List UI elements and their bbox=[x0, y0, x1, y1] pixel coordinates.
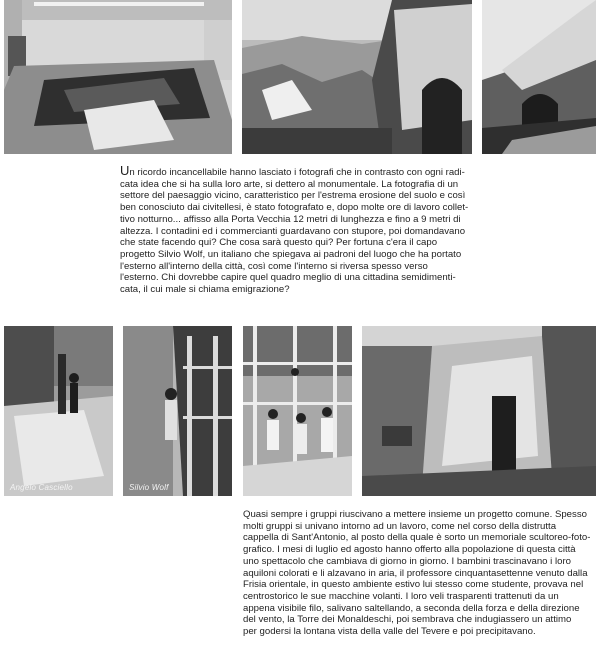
photo-scaffolding-group bbox=[243, 326, 352, 496]
dropcap-letter: U bbox=[120, 163, 130, 178]
photo-city-gate-installation bbox=[482, 0, 596, 154]
paragraph-1-text: n ricordo incancellabile hanno lasciato i fotografi che in contrasto con ogni radi- cata idea che si ha sulla loro arte, si dettero al monumentale. La fotografia di un settore del paesaggio vicino, caratteristico per l'estrema erosione del suolo e così ben conosciuto dai civitellesi, è stato fotografato e, dopo molte ore di lavoro collet- tivo notturno... affisso alla Porta Vecchia 12 metri di lunghezza e fino a 9 metri di altezza. I contadini ed i commercianti guardavano con stupore, poi domandavano che state facendo qui? Che cosa sarà questo qui? Per fortuna c'era il capo progetto Silvio Wolf, un italiano che spiegava ai padroni del luogo che ha portato l'esterno all'interno della città, così come l'interno si riversa spesso verso l'esterno. Chi dovrebbe capire quel quadro meglio di una cittadina semidimenti- cata, il cui male si chiama emigrazione? bbox=[120, 167, 469, 296]
photo-eroded-landscape bbox=[242, 0, 472, 154]
photo-gallery-floor-installation bbox=[4, 0, 232, 154]
paragraph-2-text: Quasi sempre i gruppi riuscivano a mettere insieme un progetto comune. Spesso molti gruppi si univano intorno ad un lavoro, come nel corso della distrutta cappella di Sant'Antonio, al posto della quale è sorto un memoriale scultoreo-foto- grafico. I mesi di luglio ed agosto hanno offerto alla popolazione di questa città uno spettacolo che cambiava di giorno in giorno. I bambini trascinavano i loro aquiloni colorati e li alzavano in aria, il professore cinquantasettenne venuto dalla Frisia orientale, in questo ambiente estivo lui stesso come studente, provava nel centrostorico le sue macchine volanti. I loro veli trasparenti trattenuti da un appena visibile filo, salivano saltellando, a seconda della forza e della direzione del vento, la Torre dei Monaldeschi, poi sembrava che indugiassero un attimo per godersi la lontana vista della valle del Tevere e poi precipitavano. bbox=[243, 509, 591, 638]
photo-angelo-casciello bbox=[4, 326, 113, 496]
photo-silvio-wolf bbox=[123, 326, 232, 496]
photo-caption: Angelo Casciello bbox=[10, 483, 73, 492]
article-paragraph-1 bbox=[120, 165, 480, 296]
photo-sant-antonio-memorial bbox=[362, 326, 596, 496]
article-paragraph-2 bbox=[243, 509, 596, 638]
photo-caption: Silvio Wolf bbox=[129, 483, 169, 492]
